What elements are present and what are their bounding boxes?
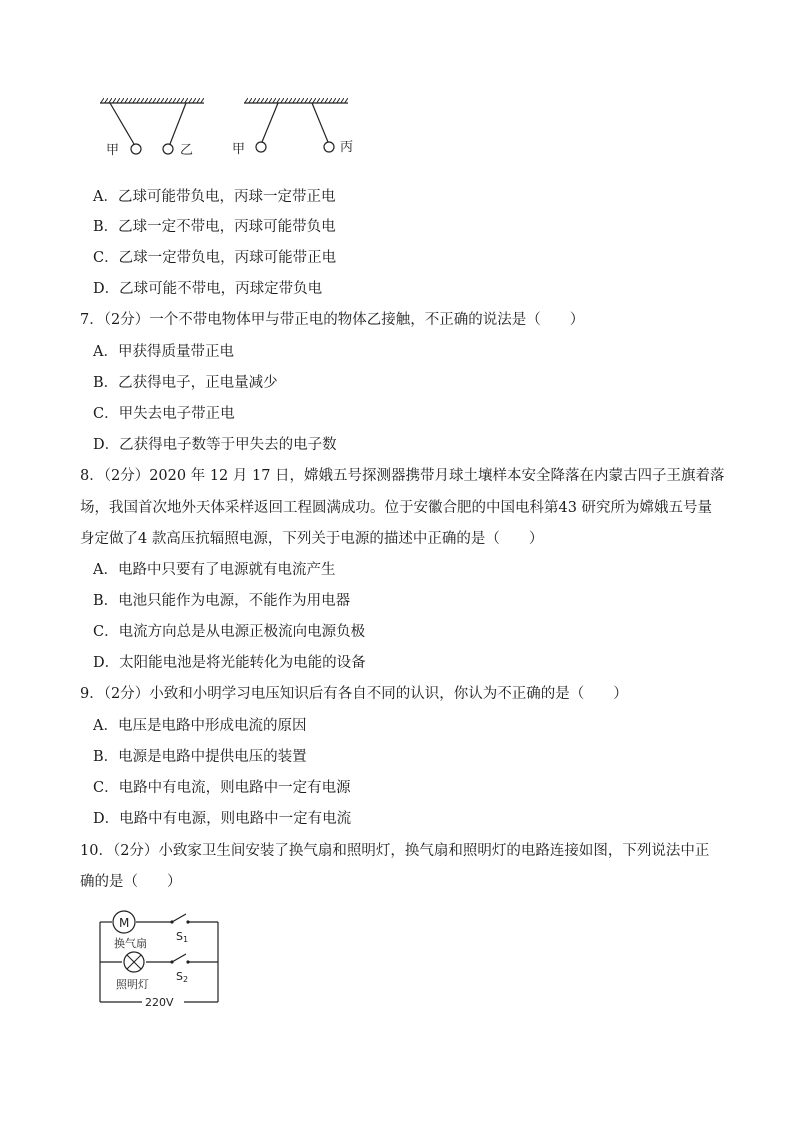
ceiling-right	[244, 98, 348, 103]
q8-option-a: A．电路中只要有了电源就有电流产生	[93, 562, 336, 578]
ball-jia-left	[131, 144, 141, 154]
q7-option-a: A．甲获得质量带正电	[93, 344, 234, 360]
label-jia-left: 甲	[106, 143, 120, 158]
motor-label: M	[119, 916, 130, 930]
q8-option-b: B．电池只能作为电源，不能作为用电器	[93, 593, 351, 609]
thread-yi	[170, 103, 186, 144]
q9-option-a: A．电压是电路中形成电流的原因	[93, 718, 307, 734]
voltage-label: 220V	[145, 996, 174, 1009]
q8-stem-line-2: 场，我国首次地外天体采样返回工程圆满成功。位于安徽合肥的中国电科第43 研究所为嫦娥五号量	[80, 500, 713, 516]
fan-label: 换气扇	[114, 937, 147, 950]
q7-option-d: D．乙获得电子数等于甲失去的电子数	[93, 437, 337, 453]
suspended-balls-figure	[88, 92, 378, 164]
q10-stem-line-1: 10．（2分）小致家卫生间安装了换气扇和照明灯，换气扇和照明灯的电路连接如图，下列说法中正	[80, 843, 710, 859]
ceiling-left	[100, 98, 204, 103]
q10-stem-line-2: 确的是（ ）	[80, 874, 182, 890]
q9-option-d: D．电路中有电源，则电路中一定有电流	[93, 811, 352, 827]
ball-yi	[163, 144, 173, 154]
q6-option-d: D．乙球可能不带电，丙球定带负电	[93, 281, 323, 297]
q9-stem: 9．（2分）小致和小明学习电压知识后有各自不同的认识，你认为不正确的是（ ）	[80, 686, 628, 702]
switch-s1	[172, 914, 186, 922]
label-yi: 乙	[180, 143, 194, 158]
lamp-label: 照明灯	[116, 978, 149, 991]
switch-s2	[172, 954, 186, 962]
ball-jia-right	[256, 142, 266, 152]
q7-stem: 7．（2分）一个不带电物体甲与带正电的物体乙接触，不正确的说法是（ ）	[80, 312, 585, 328]
q9-option-c: C．电路中有电流，则电路中一定有电源	[93, 780, 351, 796]
switch-s1-label: S1	[176, 930, 189, 944]
label-bing: 丙	[340, 140, 354, 155]
q6-option-b: B．乙球一定不带电，丙球可能带负电	[93, 219, 336, 235]
switch-s2-label: S2	[176, 970, 189, 984]
ball-bing	[324, 142, 334, 152]
q8-option-c: C．电流方向总是从电源正极流向电源负极	[93, 624, 366, 640]
q8-option-d: D．太阳能电池是将光能转化为电能的设备	[93, 655, 366, 671]
label-jia-right: 甲	[232, 142, 246, 157]
thread-jia-left	[110, 103, 134, 144]
q9-option-b: B．电源是电路中提供电压的装置	[93, 749, 307, 765]
q7-option-b: B．乙获得电子，正电量减少	[93, 375, 278, 391]
q6-option-c: C．乙球一定带负电，丙球可能带正电	[93, 250, 337, 266]
q8-stem-line-1: 8．（2分）2020 年 12 月 17 日，嫦娥五号探测器携带月球土壤样本安全降落在内蒙古四子王旗着落	[80, 468, 725, 484]
q7-option-c: C．甲失去电子带正电	[93, 406, 235, 422]
q6-option-a: A．乙球可能带负电，丙球一定带正电	[93, 189, 336, 205]
circuit-diagram	[92, 906, 226, 1010]
q8-stem-line-3: 身定做了4 款高压抗辐照电源，下列关于电源的描述中正确的是（ ）	[80, 531, 544, 547]
thread-bing	[312, 103, 328, 142]
thread-jia-right	[262, 103, 278, 142]
